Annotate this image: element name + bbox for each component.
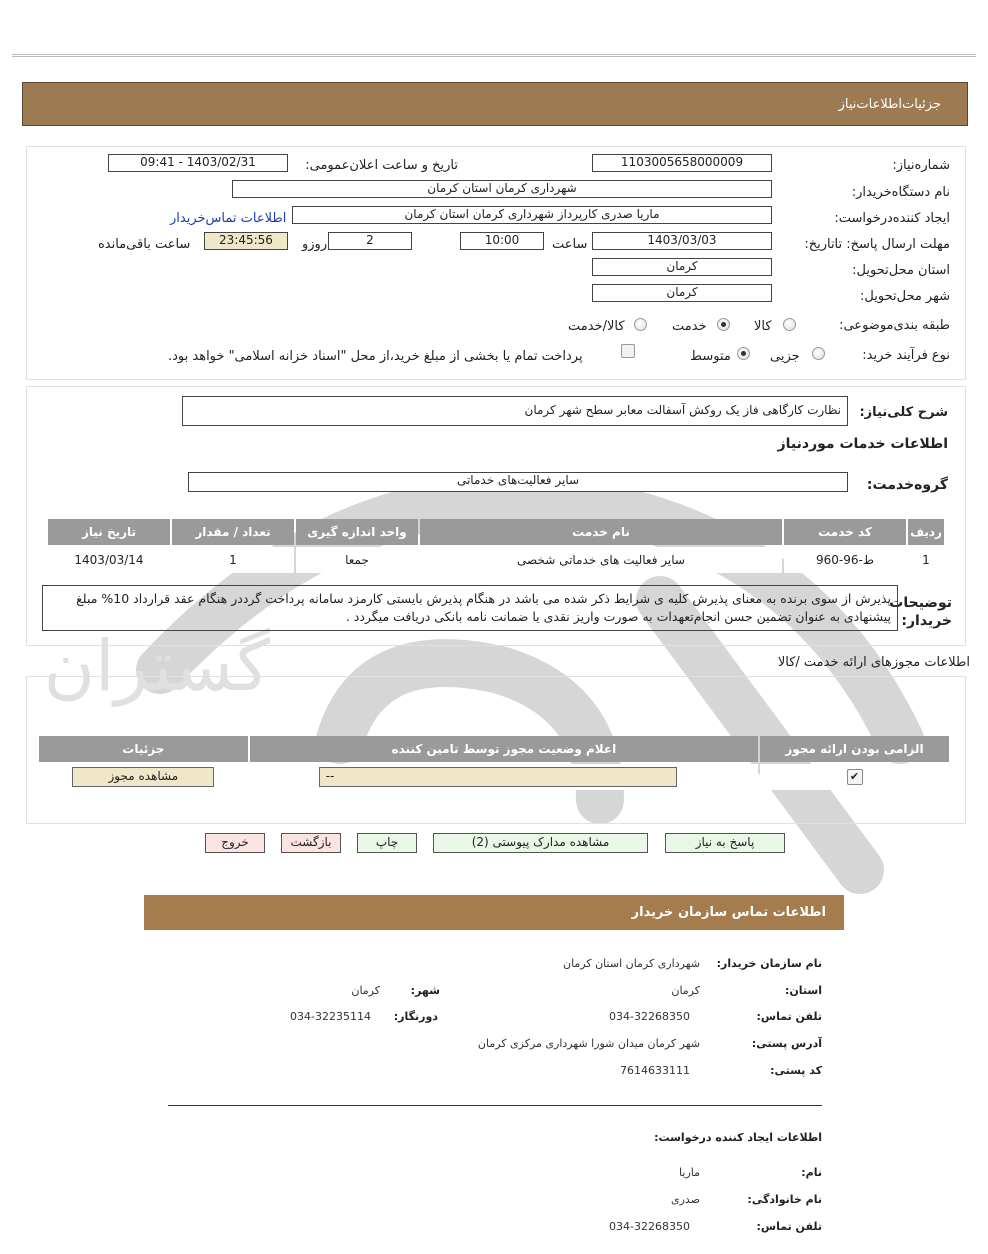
- purchase-minor-label: جزیی: [770, 349, 800, 364]
- buyer-org-label: نام دستگاه‌خریدار:: [851, 185, 950, 200]
- category-service-radio[interactable]: [717, 318, 730, 331]
- requester-field: ماریا صدری کارپرداز شهرداری کرمان استان کرمان: [292, 206, 772, 224]
- requester-phone-label: تلفن تماس:: [756, 1220, 822, 1233]
- contact-province-label: استان:: [785, 984, 822, 997]
- reply-button[interactable]: پاسخ به نیاز: [665, 833, 785, 853]
- deadline-days-label: روزو: [302, 237, 328, 252]
- col-name: نام خدمت: [420, 519, 782, 545]
- category-goods-service-radio[interactable]: [634, 318, 647, 331]
- permits-table: [37, 734, 951, 792]
- permits-table-header: [39, 736, 949, 762]
- announce-datetime-field: 1403/02/31 - 09:41: [108, 154, 288, 172]
- province-label: استان محل‌تحویل:: [852, 263, 950, 278]
- cell-row: 1: [908, 547, 944, 573]
- contact-fax-label: دورنگار:: [393, 1010, 438, 1023]
- deadline-date-field: 1403/03/03: [592, 232, 772, 250]
- treasury-payment-note: پرداخت تمام یا بخشی از مبلغ خرید،از محل "اسناد خزانه اسلامی" خواهد بود.: [168, 349, 583, 364]
- province-field: کرمان: [592, 258, 772, 276]
- service-group-field: سایر فعالیت‌های خدماتی: [188, 472, 848, 492]
- contact-divider: [168, 1105, 822, 1106]
- need-number-field: 1103005658000009: [592, 154, 772, 172]
- cell-qty: 1: [172, 547, 294, 573]
- cell-permit-required: [760, 764, 949, 790]
- treasury-payment-checkbox[interactable]: [621, 344, 635, 358]
- category-goods-service-label: کالا/خدمت: [568, 319, 625, 334]
- buyer-notes-field: پذیرش از سوی برنده به معنای پذیرش کلیه ی شرایط ذکر شده می باشد در هنگام پذیرش بایستی کارمزد سامانه پرداخت گرددر هنگام عقد قرارداد 10% مبلغ پیشنهادی به عنوان تضمین حسن انجام‌تعهدات به صورت واریز نقدی یا ضمانت نامه بانکی دریافت میگردد .: [42, 585, 898, 631]
- services-table-header: [48, 519, 944, 545]
- deadline-time-label: ساعت: [552, 237, 588, 252]
- requester-family-value: صدری: [670, 1193, 700, 1206]
- cell-permit-status: [250, 764, 758, 790]
- requester-label: ایجاد کننده‌درخواست:: [834, 211, 950, 226]
- category-goods-label: کالا: [754, 319, 772, 334]
- remaining-time-field: 23:45:56: [204, 232, 288, 250]
- permits-title: اطلاعات مجوزهای ارائه خدمت /کالا: [777, 655, 970, 670]
- col-row: ردیف: [908, 519, 944, 545]
- announce-label: تاریخ و ساعت اعلان‌عمومی:: [305, 158, 458, 173]
- cell-permit-details: [39, 764, 248, 790]
- requester-name-value: ماریا: [679, 1166, 700, 1179]
- remaining-label: ساعت باقی‌مانده: [98, 237, 191, 252]
- cell-date: 1403/03/14: [48, 547, 170, 573]
- contact-title: اطلاعات تماس سازمان خریدار: [631, 905, 826, 920]
- top-divider: [12, 54, 976, 57]
- contact-city-value: کرمان: [351, 984, 380, 997]
- col-code: کد خدمت: [784, 519, 906, 545]
- category-label: طبقه بندی‌موضوعی:: [839, 318, 950, 333]
- summary-field: نظارت کارگاهی فاز یک روکش آسفالت معابر سطح شهر کرمان: [182, 396, 848, 426]
- contact-phone-label: تلفن تماس:: [756, 1010, 822, 1023]
- page-title: جزئیات‌اطلاعات‌نیاز: [838, 97, 941, 112]
- city-label: شهر محل‌تحویل:: [860, 289, 950, 304]
- contact-city-label: شهر:: [410, 984, 440, 997]
- col-permit-details: جزئیات: [39, 736, 248, 762]
- permit-required-checkbox: ✔: [847, 769, 863, 785]
- attachments-button[interactable]: مشاهده مدارک پیوستی (2): [433, 833, 648, 853]
- cell-code: ط-96-960: [784, 547, 906, 573]
- deadline-days-field: 2: [328, 232, 412, 250]
- contact-phone-value: 034-32268350: [609, 1010, 690, 1023]
- category-goods-radio[interactable]: [783, 318, 796, 331]
- requester-family-label: نام خانوادگی:: [747, 1193, 822, 1206]
- deadline-time-field: 10:00: [460, 232, 544, 250]
- requester-name-label: نام:: [801, 1166, 822, 1179]
- table-row: [39, 764, 949, 790]
- purchase-medium-label: متوسط: [690, 349, 731, 364]
- contact-postal-value: 7614633111: [620, 1064, 690, 1077]
- services-title: اطلاعات خدمات مورد‌نیاز: [777, 436, 948, 452]
- deadline-label: مهلت ارسال پاسخ: تاتاریخ:: [804, 237, 950, 252]
- buyer-org-field: شهرداری کرمان استان کرمان: [232, 180, 772, 198]
- purchase-type-label: نوع فرآیند خرید:: [862, 348, 950, 363]
- permit-status-field[interactable]: --: [319, 767, 677, 787]
- service-group-label: گروه‌خدمت:: [866, 477, 948, 493]
- services-table: [46, 517, 946, 575]
- purchase-medium-radio[interactable]: [737, 347, 750, 360]
- purchase-minor-radio[interactable]: [812, 347, 825, 360]
- col-permit-required: الزامی بودن ارائه مجوز: [760, 736, 949, 762]
- svg-text:گستران: گستران: [43, 625, 270, 707]
- contact-address-label: آدرس پستی:: [751, 1037, 822, 1050]
- need-number-label: شماره‌نیاز:: [892, 158, 950, 173]
- back-button[interactable]: بازگشت: [281, 833, 341, 853]
- table-row: [48, 547, 944, 573]
- contact-org-value: شهرداری کرمان استان کرمان: [562, 957, 700, 970]
- cell-unit: جمعا: [296, 547, 418, 573]
- print-button[interactable]: چاپ: [357, 833, 417, 853]
- requester-info-title: اطلاعات ایجاد کننده درخواست:: [654, 1131, 822, 1144]
- col-permit-status: اعلام وضعیت مجوز توسط تامین کننده: [250, 736, 758, 762]
- contact-province-value: کرمان: [671, 984, 700, 997]
- buyer-notes-label: توضیحات خریدار:: [889, 595, 952, 629]
- cell-name: سایر فعالیت های خدماتی شخصی: [420, 547, 782, 573]
- col-unit: واحد اندازه گیری: [296, 519, 418, 545]
- col-qty: تعداد / مقدار: [172, 519, 294, 545]
- contact-fax-value: 034-32235114: [290, 1010, 371, 1023]
- contact-org-label: نام سازمان خریدار:: [716, 957, 822, 970]
- city-field: کرمان: [592, 284, 772, 302]
- page-header: [22, 82, 968, 126]
- requester-phone-value: 034-32268350: [609, 1220, 690, 1233]
- category-service-label: خدمت: [672, 319, 707, 334]
- buyer-contact-link[interactable]: اطلاعات تماس‌خریدار: [170, 211, 287, 226]
- exit-button[interactable]: خروج: [205, 833, 265, 853]
- col-date: تاریخ نیاز: [48, 519, 170, 545]
- contact-postal-label: کد پستی:: [770, 1064, 822, 1077]
- contact-address-value: شهر کرمان میدان شورا شهرداری مرکزی کرمان: [477, 1037, 700, 1050]
- contact-card-header: [144, 895, 844, 930]
- view-permit-button[interactable]: مشاهده مجوز: [72, 767, 214, 787]
- summary-label: شرح کلی‌نیاز:: [859, 405, 948, 420]
